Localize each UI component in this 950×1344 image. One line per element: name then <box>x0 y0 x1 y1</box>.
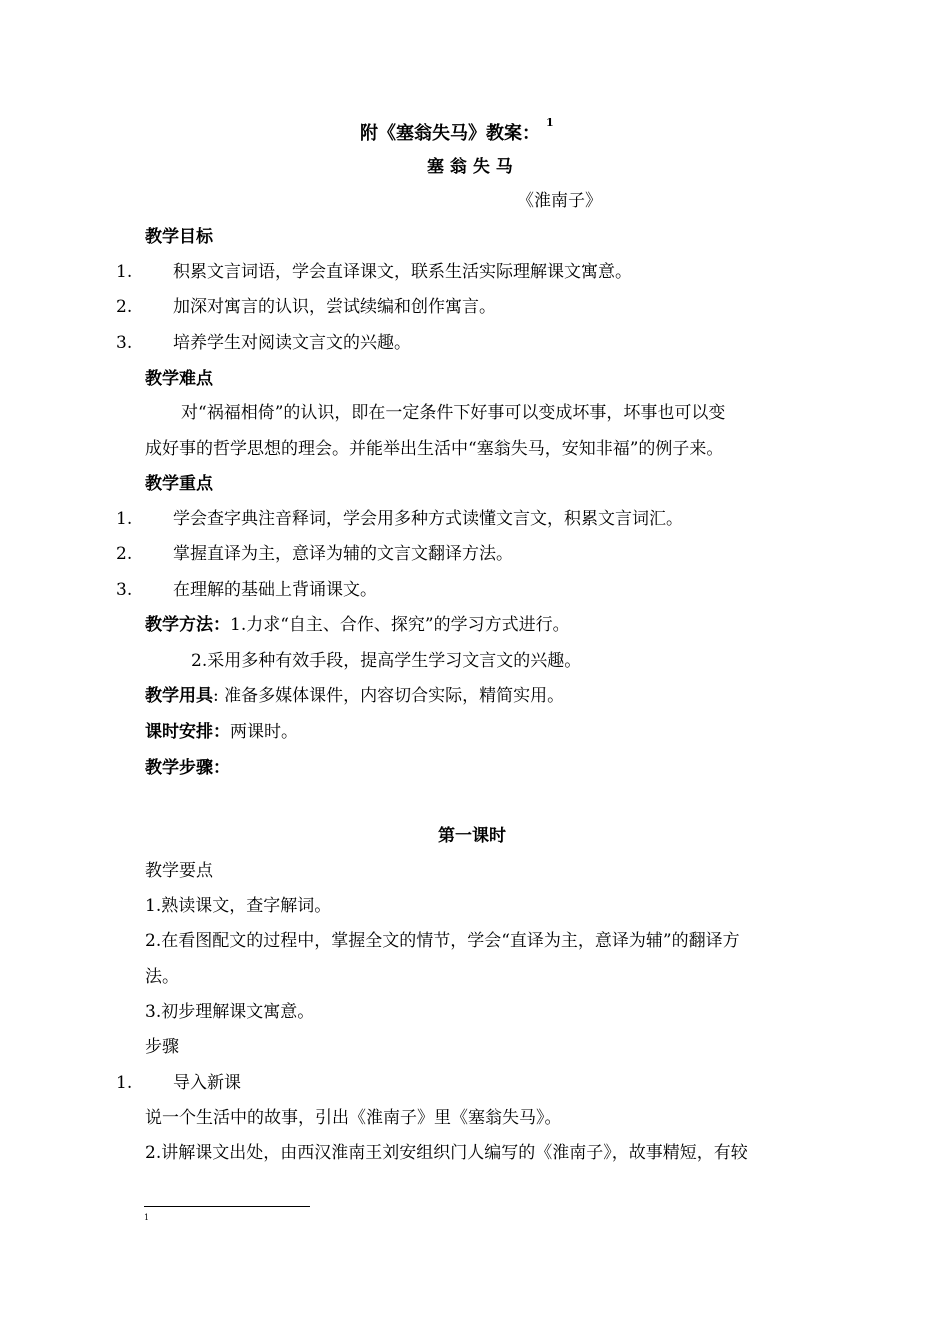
method-line <box>145 614 570 636</box>
list-number: 2. <box>116 297 133 317</box>
source: 《淮南子》 <box>517 191 602 211</box>
list-number: 1. <box>116 509 133 529</box>
list-number: 2. <box>116 544 133 564</box>
story-line: 说一个生活中的故事，引出《淮南子》里《塞翁失马》。 <box>145 1108 562 1128</box>
schedule-line <box>145 721 298 743</box>
footnote-separator <box>144 1206 310 1207</box>
method-text: 1.力求“自主、合作、探究”的学习方式进行。 <box>230 615 570 635</box>
paragraph-line: 2.讲解课文出处，由西汉淮南王刘安组织门人编写的《淮南子》，故事精短，有较 <box>145 1143 748 1163</box>
list-item: 加深对寓言的认识，尝试续编和创作寓言。 <box>173 297 496 317</box>
list-number: 3. <box>116 333 133 353</box>
points-heading: 教学要点 <box>145 861 213 881</box>
schedule-text: 两课时。 <box>230 722 298 742</box>
step-item: 导入新课 <box>173 1073 241 1093</box>
subtitle: 塞 翁 失 马 <box>427 157 513 177</box>
page-title: 附《塞翁失马》教案：$^1$ <box>360 116 554 144</box>
tools-label: 教学用具 <box>145 686 213 706</box>
schedule-label: 课时安排： <box>145 722 230 742</box>
goals-heading: 教学目标 <box>145 227 213 247</box>
difficulty-line: 成好事的哲学思想的理会。并能举出生活中“塞翁失马，安知非福”的例子来。 <box>145 439 724 459</box>
point-item: 3.初步理解课文寓意。 <box>145 1002 315 1022</box>
method-label: 教学方法： <box>145 615 230 635</box>
tools-text: : 准备多媒体课件，内容切合实际，精简实用。 <box>213 686 565 706</box>
method-line: 2.采用多种有效手段，提高学生学习文言文的兴趣。 <box>191 651 582 671</box>
steps-label: 教学步骤： <box>145 758 230 778</box>
list-item: 在理解的基础上背诵课文。 <box>173 580 377 600</box>
list-item: 学会查字典注音释词，学会用多种方式读懂文言文，积累文言词汇。 <box>173 509 683 529</box>
tools-line <box>145 685 564 707</box>
list-number: 1. <box>116 262 133 282</box>
list-item: 掌握直译为主，意译为辅的文言文翻译方法。 <box>173 544 513 564</box>
list-item: 培养学生对阅读文言文的兴趣。 <box>173 333 411 353</box>
list-number: 1. <box>116 1073 133 1093</box>
steps-heading: 步骤 <box>145 1037 179 1057</box>
difficulty-heading: 教学难点 <box>145 369 213 389</box>
point-item-cont: 法。 <box>145 967 179 987</box>
footnote-number: 1 <box>144 1213 150 1222</box>
focus-heading: 教学重点 <box>145 474 213 494</box>
list-number: 3. <box>116 580 133 600</box>
footnote-ref[interactable]: 1 <box>546 116 554 129</box>
lesson-heading: 第一课时 <box>438 826 506 846</box>
point-item: 2.在看图配文的过程中，掌握全文的情节，学会“直译为主，意译为辅”的翻译方 <box>145 931 740 951</box>
point-item: 1.熟读课文，查字解词。 <box>145 896 332 916</box>
list-item: 积累文言词语，学会直译课文，联系生活实际理解课文寓意。 <box>173 262 632 282</box>
difficulty-line: 对“祸福相倚”的认识，即在一定条件下好事可以变成坏事，坏事也可以变 <box>181 403 726 423</box>
